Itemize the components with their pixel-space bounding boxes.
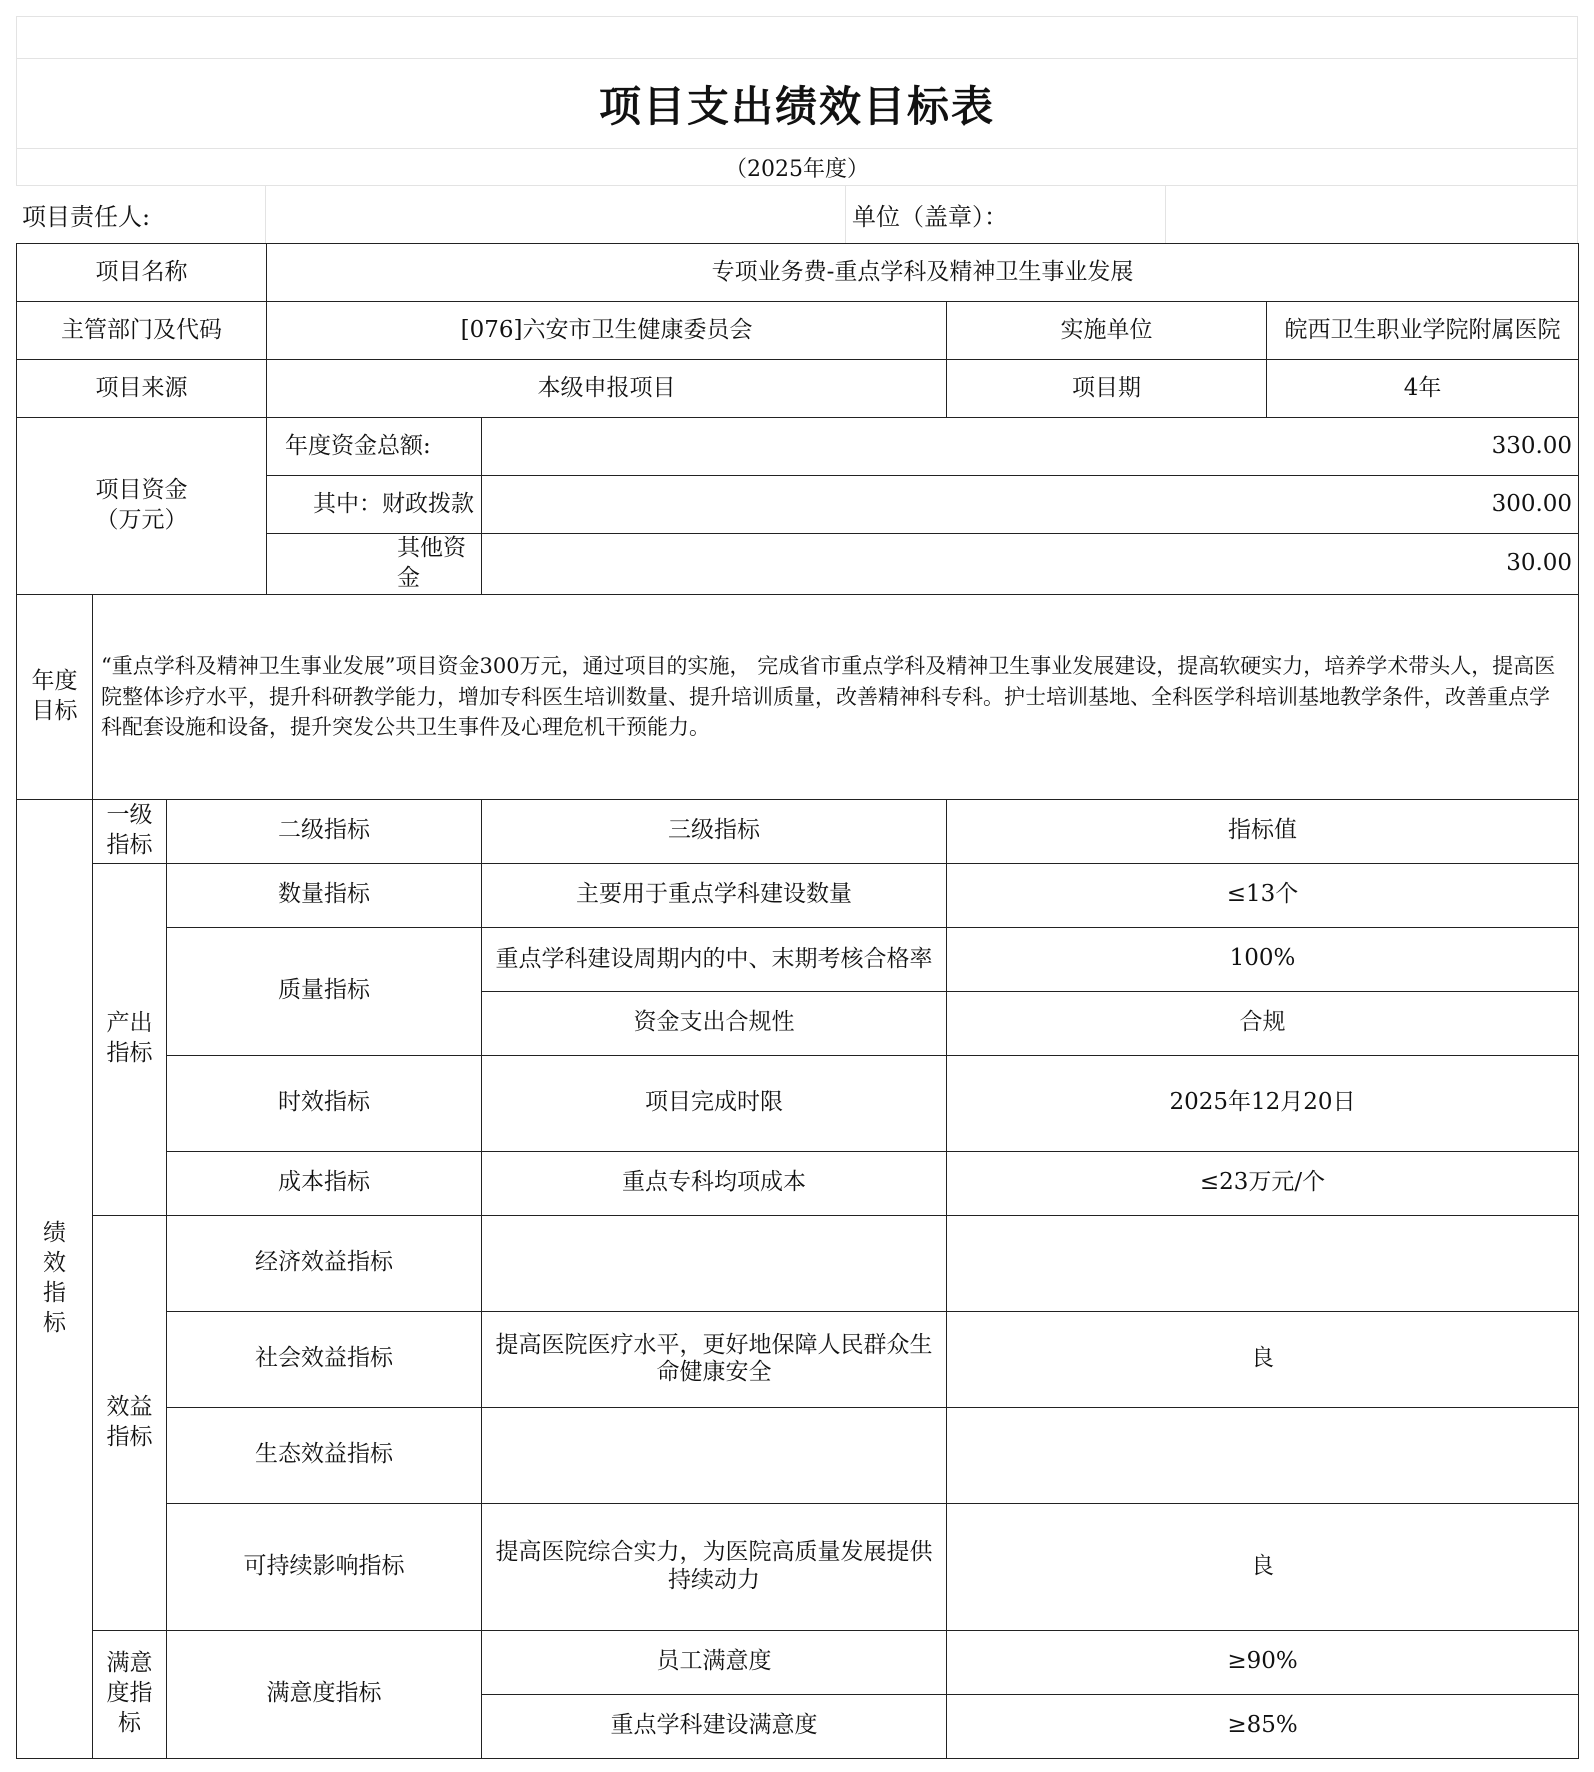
quality-2-l3: 资金支出合规性 (482, 991, 947, 1055)
social-l2: 社会效益指标 (167, 1311, 482, 1407)
source-label: 项目来源 (17, 360, 267, 418)
quality-1-value: 100% (947, 927, 1579, 991)
period-value: 4年 (1267, 360, 1579, 418)
goal-label-line1: 年度 (31, 667, 78, 694)
sustainable-l3: 提高医院综合实力，为医院高质量发展提供持续动力 (482, 1503, 947, 1630)
header-level1 (93, 799, 167, 863)
dept-label: 主管部门及代码 (17, 302, 267, 360)
sustainable-l2: 可持续影响指标 (167, 1503, 482, 1630)
goal-label-line2: 目标 (31, 697, 78, 724)
other-funds-value: 30.00 (482, 534, 1579, 595)
social-l3: 提高医院医疗水平，更好地保障人民群众生命健康安全 (482, 1311, 947, 1407)
output-label-line: 指标 (106, 1040, 153, 1067)
title-row (16, 59, 1578, 149)
output-indicator-label (93, 863, 167, 1215)
project-name-label: 项目名称 (17, 244, 267, 302)
economic-l3 (482, 1215, 947, 1311)
project-name-value: 专项业务费-重点学科及精神卫生事业发展 (267, 244, 1579, 302)
benefit-label-line: 效益 (106, 1393, 153, 1420)
cost-value: ≤23万元/个 (947, 1151, 1579, 1215)
quantity-value: ≤13个 (947, 863, 1579, 927)
timeliness-l2: 时效指标 (167, 1055, 482, 1151)
benefit-indicator-label (93, 1215, 167, 1630)
economic-value (947, 1215, 1579, 1311)
kpi-char: 效 (43, 1249, 66, 1276)
year-label: （2025年度） (725, 156, 869, 182)
responsible-label: 项目责任人: (16, 186, 266, 243)
ecological-l2: 生态效益指标 (167, 1407, 482, 1503)
timeliness-value: 2025年12月20日 (947, 1055, 1579, 1151)
annual-goal-label (17, 594, 93, 799)
funds-label-line2: （万元） (95, 506, 188, 533)
ecological-value (947, 1407, 1579, 1503)
quantity-l3: 主要用于重点学科建设数量 (482, 863, 947, 927)
ecological-l3 (482, 1407, 947, 1503)
header-level1-line: 指标 (106, 832, 153, 859)
header-level1-line: 一级 (106, 802, 153, 829)
unit-label: 单位（盖章）： (846, 186, 1166, 243)
quality-2-value: 合规 (947, 991, 1579, 1055)
funds-label-line1: 项目资金 (95, 477, 188, 503)
kpi-char: 标 (43, 1309, 66, 1336)
satisfaction-l2: 满意度指标 (167, 1630, 482, 1758)
timeliness-l3: 项目完成时限 (482, 1055, 947, 1151)
satisfaction-indicator-label (93, 1630, 167, 1758)
other-funds-label: 其他资金 (267, 534, 482, 595)
sat-1-l3: 员工满意度 (482, 1630, 947, 1694)
unit-value-cell[interactable] (1166, 186, 1578, 243)
satisfaction-label-line: 标 (118, 1710, 141, 1737)
responsible-value-cell[interactable] (266, 186, 846, 243)
kpi-char: 指 (43, 1279, 66, 1306)
period-label: 项目期 (947, 360, 1267, 418)
impl-value: 皖西卫生职业学院附属医院 (1267, 302, 1579, 360)
performance-table (16, 243, 1579, 1759)
quantity-l2: 数量指标 (167, 863, 482, 927)
cost-l3: 重点专科均项成本 (482, 1151, 947, 1215)
year-row (16, 149, 1578, 186)
header-value: 指标值 (947, 799, 1579, 863)
sat-1-value: ≥90% (947, 1630, 1579, 1694)
dept-value: [076]六安市卫生健康委员会 (267, 302, 947, 360)
fiscal-value: 300.00 (482, 476, 1579, 534)
quality-1-l3: 重点学科建设周期内的中、末期考核合格率 (482, 927, 947, 991)
benefit-label-line: 指标 (106, 1423, 153, 1450)
kpi-label (17, 799, 93, 1758)
impl-label: 实施单位 (947, 302, 1267, 360)
satisfaction-label-line: 度指 (106, 1680, 153, 1707)
sat-2-l3: 重点学科建设满意度 (482, 1694, 947, 1758)
header-level2: 二级指标 (167, 799, 482, 863)
fiscal-label: 其中：财政拨款 (267, 476, 482, 534)
sheet-top-gridline (16, 16, 1578, 59)
annual-total-value: 330.00 (482, 418, 1579, 476)
economic-l2: 经济效益指标 (167, 1215, 482, 1311)
funds-label (17, 418, 267, 595)
kpi-char: 绩 (43, 1220, 66, 1246)
annual-total-label: 年度资金总额: (267, 418, 482, 476)
header-level3: 三级指标 (482, 799, 947, 863)
cost-l2: 成本指标 (167, 1151, 482, 1215)
social-value: 良 (947, 1311, 1579, 1407)
source-value: 本级申报项目 (267, 360, 947, 418)
output-label-line: 产出 (106, 1010, 153, 1037)
sustainable-value: 良 (947, 1503, 1579, 1630)
annual-goal-text: “重点学科及精神卫生事业发展”项目资金300万元，通过项目的实施， 完成省市重点学科及精神卫生事业发展建设，提高软硬实力，培养学术带头人，提高医院整体诊疗水平，提升科研教学能力，增加专科医生培训数量、提升培训质量，改善精神科专科。护士培训基地、全科医学科培训基地教学条件，改善重点学科配套设施和设备，提升突发公共卫生事件及心理危机干预能力。 (93, 594, 1579, 799)
quality-l2: 质量指标 (167, 927, 482, 1055)
sat-2-value: ≥85% (947, 1694, 1579, 1758)
satisfaction-label-line: 满意 (106, 1650, 153, 1677)
responsible-row (16, 186, 1578, 243)
page-title: 项目支出绩效目标表 (598, 81, 995, 131)
